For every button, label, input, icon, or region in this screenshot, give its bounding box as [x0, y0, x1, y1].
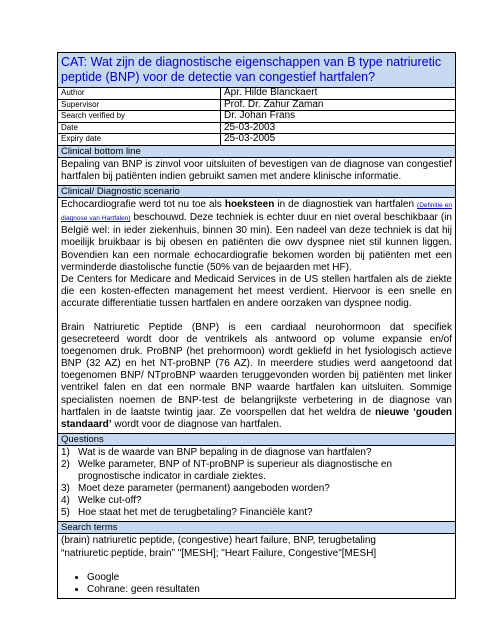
question-text: Welke parameter, BNP of NT-proBNP is superieur als diagnostische en prognostische indicator in cardiale ziektes. [78, 458, 393, 483]
meta-label: Supervisor [58, 99, 221, 111]
clinical-bottom-line-heading: Clinical bottom line [57, 146, 456, 158]
scenario-paragraph-3 [61, 322, 452, 431]
question-text: Wat is de waarde van BNP bepaling in de diagnose van hartfalen? [78, 446, 372, 458]
scenario-body [57, 198, 456, 434]
meta-value: Apr. Hilde Blanckaert [221, 88, 456, 99]
question-number: 3) [61, 483, 70, 495]
scenario-heading: Clinical/ Diagnostic scenario [57, 186, 456, 198]
document-title: CAT: Wat zijn de diagnostische eigenschappen van B type natriuretic peptide (BNP) voor de detectie van congestief hartfalen? [57, 52, 456, 88]
list-item: • Cohrane: geen resultaten [87, 584, 452, 596]
question-item [61, 447, 452, 459]
question-text: Moet deze parameter (permanent) aangeboden worden? [78, 483, 330, 495]
questions-heading: Questions [57, 434, 456, 446]
meta-value: Dr. Johan Frans [221, 111, 456, 123]
meta-label: Date [58, 122, 221, 134]
meta-row [58, 122, 456, 134]
meta-label: Author [58, 88, 221, 99]
cat-document [57, 52, 456, 599]
question-text: Hoe staat het met de terugbetaling? Financiële kant? [78, 507, 313, 519]
search-terms-body [57, 534, 456, 598]
text-run: Brain Natriuretic Peptide (BNP) is een cardiaal neurohormoon dat specifiek gesecreteerd wordt door de ventrikels als antwoord op volume expansie en/of toegenomen druk. ProBNP (het prehormoon) wordt gekliefd in het fysiologisch actieve BNP (32 AZ) en het NT-proBNP (76 AZ). In meerdere studies werd aangetoond dat toegenomen BNP/ NTproBNP waarden teruggevonden worden bij patiënten met linker ventrikel falen en dat een normale BNP waarde hartfalen kan uitsluiten. Sommige specialisten noemen de BNP-test de belangrijkste verbetering in de diagnose van hartfalen in de laatste twintig jaar. Ze voorspellen dat het weldra de [61, 322, 452, 418]
definition-link[interactable]: (Definitie en diagnose van Hartfalen) [61, 202, 452, 223]
text-run: Echocardiografie werd tot nu toe als [61, 199, 225, 211]
meta-table [57, 88, 456, 146]
search-terms-line: (brain) natriuretic peptide, (congestive) heart failure, BNP, terugbetaling [61, 535, 376, 547]
meta-label: Expiry date [58, 134, 221, 146]
meta-row [58, 88, 456, 99]
question-number: 2) [61, 458, 70, 470]
question-number: 4) [61, 495, 70, 507]
search-source-list [61, 572, 452, 596]
search-terms-heading: Search terms [57, 522, 456, 534]
meta-value: Prof. Dr. Zahur Zaman [221, 99, 456, 111]
text-run: wordt voor de diagnose van hartfalen. [111, 418, 282, 430]
bold-term: hoeksteen [224, 199, 275, 211]
question-number: 5) [61, 507, 70, 519]
question-text: Welke cut-off? [78, 495, 142, 507]
meta-row [58, 111, 456, 123]
list-item: • Google [87, 572, 452, 584]
question-number: 1) [61, 446, 70, 458]
question-item [61, 495, 452, 507]
clinical-bottom-line-body [57, 158, 456, 186]
mesh-terms-line: “natriuretic peptide, brain” "[MESH]; "Heart Failure, Congestive"[MESH] [61, 547, 377, 559]
bold-term: nieuwe ‘gouden standaard’ [61, 406, 452, 430]
text-run: in de diagnostiek van hartfalen [274, 199, 418, 211]
clinical-bottom-line-text: Bepaling van BNP is zinvol voor uitsluiten of bevestigen van de diagnose van congestief hartfalen bij patiënten indien gebruikt samen met andere klinische informatie. [61, 158, 452, 183]
question-item [61, 483, 452, 495]
scenario-paragraph-2: De Centers for Medicare and Medicaid Services in de US stellen hartfalen als de ziekte die een kosten-effecten management het meest verdient. Hiervoor is een snelle en accurate differentiatie tussen hartfalen en andere oorzaken van dyspnee nodig. [61, 273, 452, 309]
meta-row [58, 99, 456, 111]
question-item [61, 459, 452, 483]
text-run: beschouwd. Deze techniek is echter duur en niet overal beschikbaar (in België wel: in ieder ziekenhuis, binnen 30 min). Een nadeel van deze techniek is dat hij moeilijk bruikbaar is bij obesen en patiënten die owv dyspnee niet stil kunnen liggen. Bovendien kan een normale echocardiografie bekomen worden bij patiënten met een verminderde diastolische functie (50% van de bejaarden met HF). [61, 212, 452, 273]
meta-label: Search verified by [58, 111, 221, 123]
question-item [61, 507, 452, 519]
meta-value: 25-03-2003 [221, 122, 456, 134]
meta-row [58, 134, 456, 146]
scenario-paragraph-1 [61, 199, 452, 274]
questions-body [57, 446, 456, 523]
meta-value: 25-03-2005 [221, 134, 456, 146]
